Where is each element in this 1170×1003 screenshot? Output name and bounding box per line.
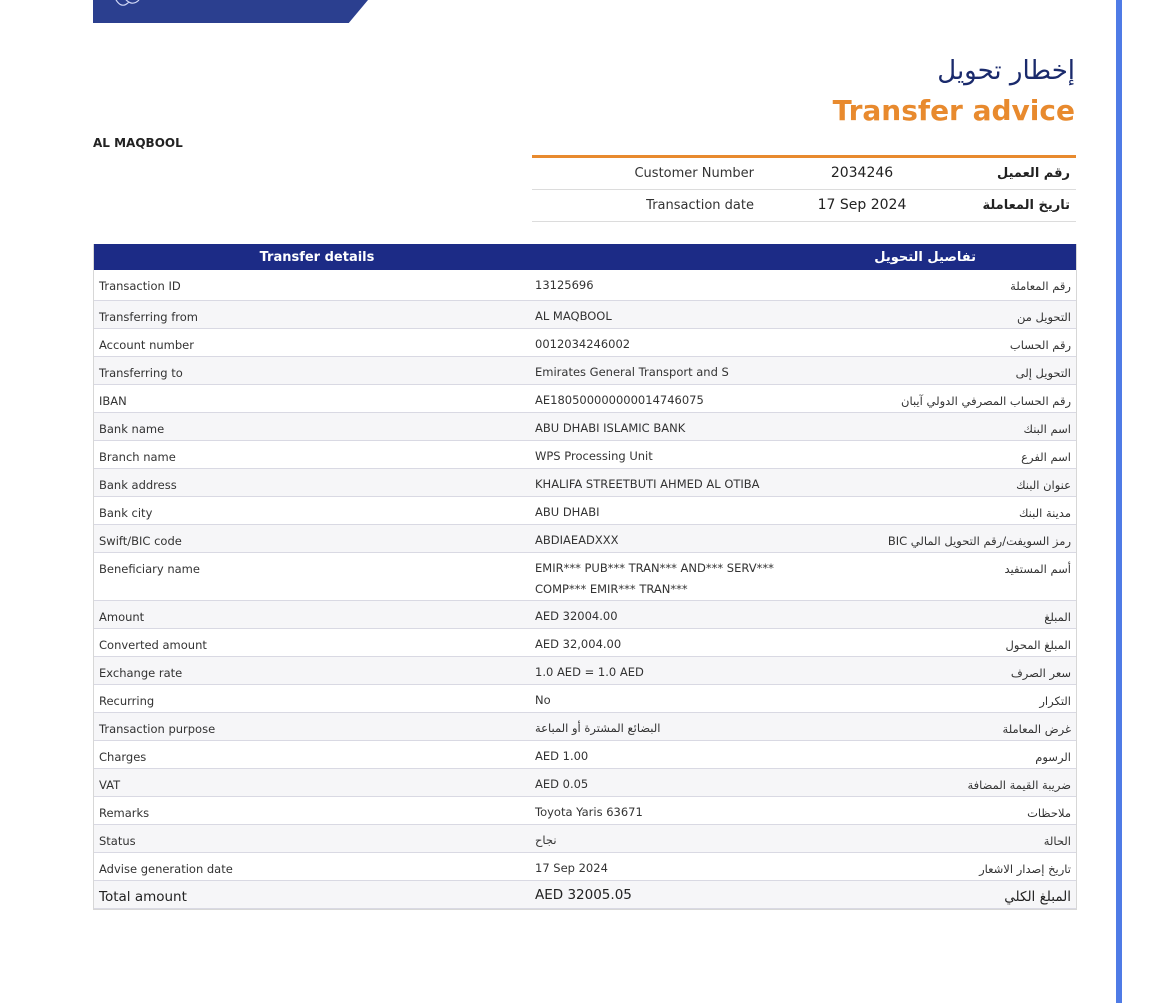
table-row — [94, 825, 1076, 853]
row-value: AED 1.00 — [535, 749, 589, 763]
transfer-details-table — [93, 244, 1077, 910]
row-value: 17 Sep 2024 — [535, 861, 608, 875]
row-label-ar: تاريخ إصدار الاشعار — [979, 862, 1071, 876]
customer-number-label-ar: رقم العميل — [996, 166, 1070, 181]
row-label-ar: اسم البنك — [1023, 422, 1071, 436]
row-label-en: Advise generation date — [99, 862, 233, 876]
transaction-date-label-en: Transaction date — [646, 198, 754, 213]
row-label-ar: ضريبة القيمة المضافة — [967, 778, 1071, 792]
row-label-en: Transferring from — [99, 310, 198, 324]
row-label-ar: رقم الحساب المصرفي الدولي آيبان — [901, 394, 1071, 408]
row-label-ar: المبلغ — [1044, 610, 1071, 624]
transfer-details-header-en: Transfer details — [259, 250, 375, 265]
table-row — [94, 413, 1076, 441]
row-value: ABU DHABI ISLAMIC BANK — [535, 421, 686, 435]
table-row — [94, 469, 1076, 497]
row-label-ar: سعر الصرف — [1010, 666, 1071, 680]
row-label-ar: رقم الحساب — [1009, 338, 1071, 352]
row-label-ar: الحالة — [1043, 834, 1071, 848]
row-label-en: Charges — [99, 750, 147, 764]
row-label-en: Remarks — [99, 806, 150, 820]
row-value: نجاح — [535, 833, 557, 847]
table-row — [94, 385, 1076, 413]
row-value: Toyota Yaris 63671 — [535, 805, 643, 819]
row-label-en: Bank address — [99, 478, 177, 492]
row-label-en: Exchange rate — [99, 666, 183, 680]
transaction-date-label-ar: تاريخ المعاملة — [982, 198, 1070, 213]
table-row — [94, 685, 1076, 713]
row-value: WPS Processing Unit — [535, 449, 653, 463]
row-label-ar: رقم المعاملة — [1010, 279, 1071, 293]
row-value: KHALIFA STREETBUTI AHMED AL OTIBA — [535, 477, 760, 491]
table-row — [94, 301, 1076, 329]
table-row — [94, 853, 1076, 881]
row-value: 13125696 — [535, 278, 594, 292]
row-label-en: IBAN — [99, 394, 127, 408]
row-label-ar: غرض المعاملة — [1002, 722, 1071, 736]
row-label-ar: الرسوم — [1035, 750, 1071, 764]
table-row — [94, 713, 1076, 741]
row-label-ar: التحويل من — [1016, 310, 1071, 324]
row-value: 1.0 AED = 1.0 AED — [535, 665, 644, 679]
table-row — [94, 553, 1076, 601]
table-row — [94, 629, 1076, 657]
row-label-en: VAT — [99, 778, 121, 792]
row-label-en: Branch name — [99, 450, 176, 464]
row-label-ar: رمز السويفت/رقم التحويل المالي BIC — [887, 534, 1071, 548]
table-row — [94, 357, 1076, 385]
row-label-en: Transaction purpose — [99, 722, 216, 736]
row-value: ABDIAEADXXX — [535, 533, 619, 547]
row-label-ar: التحويل إلى — [1015, 366, 1071, 380]
row-value: AED 32,004.00 — [535, 637, 622, 651]
row-label-ar: ملاحظات — [1027, 806, 1071, 820]
row-value: Emirates General Transport and S — [535, 365, 729, 379]
table-row — [94, 601, 1076, 629]
beneficiary-name-line-1: EMIR*** PUB*** TRAN*** AND*** SERV*** — [535, 561, 774, 575]
row-label-en: Account number — [99, 338, 194, 352]
row-label-en: Bank city — [99, 506, 153, 520]
table-row — [94, 270, 1076, 301]
row-label-en: Bank name — [99, 422, 165, 436]
transfer-details-header-ar: تفاصيل التحويل — [874, 250, 976, 265]
total-amount-row — [94, 881, 1076, 909]
row-label-ar: المبلغ المحول — [1005, 638, 1071, 652]
transaction-date-row — [532, 190, 1076, 222]
row-label-en: Transferring to — [99, 366, 183, 380]
total-value: AED 32005.05 — [535, 887, 632, 903]
bank-logo-banner — [93, 0, 368, 23]
row-value: AE180500000000014746075 — [535, 393, 704, 407]
customer-name: AL MAQBOOL — [93, 136, 183, 150]
table-row — [94, 525, 1076, 553]
bank-logo-icon — [113, 0, 141, 8]
transfer-details-header — [94, 244, 1076, 270]
row-label-en: Status — [99, 834, 136, 848]
row-value: No — [535, 693, 551, 707]
page-edge-rule — [1116, 0, 1122, 1003]
customer-info-table — [532, 155, 1076, 222]
page-title-arabic: إخطار تحويل — [937, 56, 1075, 86]
row-value: 0012034246002 — [535, 337, 631, 351]
table-row — [94, 497, 1076, 525]
beneficiary-name-line-2: COMP*** EMIR*** TRAN*** — [535, 582, 688, 596]
row-label-ar: اسم الفرع — [1021, 450, 1071, 464]
row-label-en: Swift/BIC code — [99, 534, 182, 548]
row-value — [535, 558, 774, 600]
table-row — [94, 329, 1076, 357]
row-label-ar: التكرار — [1039, 694, 1071, 708]
row-value: البضائع المشترة أو المباعة — [535, 721, 661, 735]
customer-number-value: 2034246 — [830, 165, 894, 181]
row-value: AED 0.05 — [535, 777, 589, 791]
table-row — [94, 769, 1076, 797]
row-label-en: Transaction ID — [99, 279, 181, 293]
customer-number-label-en: Customer Number — [634, 166, 754, 181]
row-value: ABU DHABI — [535, 505, 600, 519]
row-label-en: Converted amount — [99, 638, 207, 652]
row-value: AED 32004.00 — [535, 609, 618, 623]
row-label-en: Recurring — [99, 694, 155, 708]
row-label-en: Amount — [99, 610, 145, 624]
table-row — [94, 657, 1076, 685]
total-label-en: Total amount — [99, 889, 187, 905]
total-label-ar: المبلغ الكلي — [1004, 889, 1071, 905]
row-label-ar: عنوان البنك — [1016, 478, 1071, 492]
table-row — [94, 741, 1076, 769]
transaction-date-value: 17 Sep 2024 — [817, 197, 907, 213]
row-label-ar: أسم المستفيد — [1004, 562, 1071, 576]
row-value: AL MAQBOOL — [535, 309, 612, 323]
row-label-ar: مدينة البنك — [1018, 506, 1071, 520]
customer-number-row — [532, 158, 1076, 190]
table-row — [94, 797, 1076, 825]
table-row — [94, 441, 1076, 469]
page-title-english: Transfer advice — [832, 94, 1075, 127]
row-label-en: Beneficiary name — [99, 562, 200, 576]
